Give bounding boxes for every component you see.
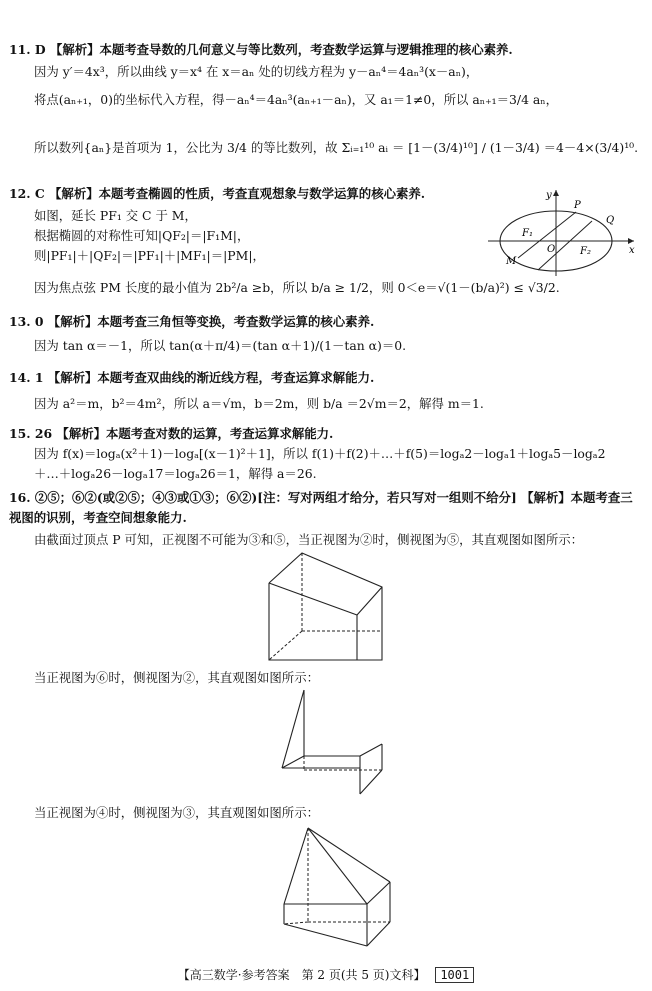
q12-l1: 如图，延长 PF₁ 交 C 于 M， [34,208,197,223]
solid-figure-1 [262,545,388,663]
solid-figure-2 [270,686,390,798]
q13-l1: 因为 tan α＝－1，所以 tan(α＋π/4)＝(tan α＋1)/(1－tan α)＝0. [34,338,407,353]
label-F1: F₁ [522,228,533,239]
label-M: M [506,256,517,267]
q16-head: 16. ②⑤；⑥②(或②⑤；④③或①③；⑥②)[注：写对两组才给分，若只写对一组则不给分] 【解析】本题考查三 [9,490,633,505]
q16-l1: 由截面过顶点 P 可知，正视图不可能为③和⑤，当正视图为②时，侧视图为⑤，其直观图如图所示： [34,532,584,547]
page-footer [0,966,652,983]
q15-head: 15. 26 【解析】本题考查对数的运算，考查运算求解能力. [9,426,334,441]
q11-l1: 因为 y′＝4x³，所以曲线 y＝x⁴ 在 x＝aₙ 处的切线方程为 y－aₙ⁴＝4aₙ³(x－aₙ)， [34,64,479,79]
q15-l1: 因为 f(x)＝logₐ(x²＋1)－logₐ[(x－1)²＋1]，所以 f(1)＋f(2)＋…＋f(5)＝logₐ2－logₐ1＋logₐ5－logₐ2 [34,446,606,461]
ellipse-figure [488,188,638,278]
footer-text: 【高三数学·参考答案 第 2 页(共 5 页)文科】 [177,968,426,982]
q12-l2: 根据椭圆的对称性可知|QF₂|＝|F₁M|， [34,228,250,243]
q15-l2: ＋…＋logₐ26－logₐ17＝logₐ26＝1，解得 a＝26. [34,466,317,481]
q14-l1: 因为 a²＝m，b²＝4m²，所以 a＝√m，b＝2m，则 b/a ＝2√m＝2，解得 m＝1. [34,396,484,411]
q11-l2: 将点(aₙ₊₁，0)的坐标代入方程，得－aₙ⁴＝4aₙ³(aₙ₊₁－aₙ)，又 a₁＝1≠0，所以 aₙ₊₁＝3/4 aₙ， [34,92,559,107]
q16-head2: 视图的识别，考查空间想象能力. [9,510,187,525]
page-code: 1001 [435,967,474,983]
q12-l4: 因为焦点弦 PM 长度的最小值为 2b²/a ≥b，所以 b/a ≥ 1/2，则 0＜e＝√(1－(b/a)²) ≤ √3/2. [34,280,560,295]
q12-head: 12. C 【解析】本题考查椭圆的性质，考查直观想象与数学运算的核心素养. [9,186,426,201]
q11-head: 11. D 【解析】本题考查导数的几何意义与等比数列，考查数学运算与逻辑推理的核心素养. [9,42,513,57]
q13-head: 13. 0 【解析】本题考查三角恒等变换，考查数学运算的核心素养. [9,314,375,329]
label-F2: F₂ [580,246,591,257]
q12-l3: 则|PF₁|＋|QF₂|＝|PF₁|＋|MF₁|＝|PM|， [34,248,265,263]
q14-head: 14. 1 【解析】本题考查双曲线的渐近线方程，考查运算求解能力. [9,370,375,385]
q16-l3: 当正视图为④时，侧视图为③，其直观图如图所示： [34,805,319,820]
label-y: y [546,190,552,201]
label-P: P [574,200,581,211]
label-O: O [547,244,556,255]
solid-figure-3 [272,822,396,952]
label-x: x [629,245,635,256]
q16-l2: 当正视图为⑥时，侧视图为②，其直观图如图所示： [34,670,319,685]
label-Q: Q [606,215,615,226]
q11-l3: 所以数列{aₙ}是首项为 1，公比为 3/4 的等比数列，故 Σᵢ₌₁¹⁰ aᵢ ＝ [1－(3/4)¹⁰] / (1－3/4) ＝4－4×(3/4)¹⁰. [34,140,639,155]
